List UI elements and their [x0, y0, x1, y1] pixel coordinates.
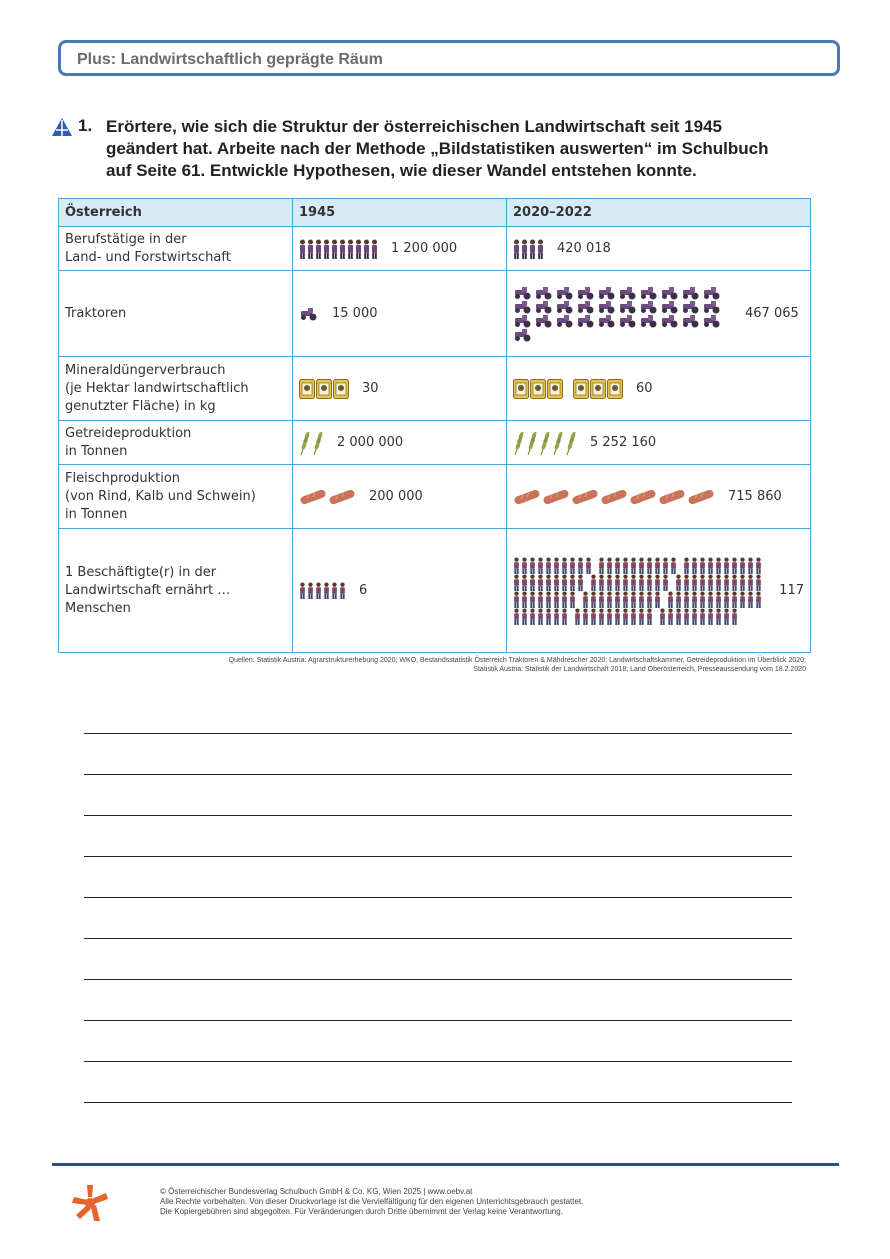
person-icon — [755, 591, 762, 608]
table-row — [59, 529, 811, 653]
tractor-icon — [597, 286, 617, 300]
fertilizer-bag-icon — [513, 379, 529, 399]
tractor-icon — [299, 307, 319, 321]
cell-2020 — [507, 465, 811, 529]
person-icon — [569, 557, 576, 574]
person-icon — [606, 591, 613, 608]
fertilizer-bag-icon — [607, 379, 623, 399]
person-icon — [691, 574, 698, 591]
person-icon — [598, 608, 605, 625]
writing-line[interactable] — [84, 1021, 792, 1062]
person-icon — [622, 557, 629, 574]
cell-2020 — [507, 227, 811, 271]
worker-icon — [371, 239, 378, 259]
person-icon — [622, 591, 629, 608]
statistics-table — [58, 198, 811, 653]
worker-icon — [347, 239, 354, 259]
person-icon — [683, 608, 690, 625]
person-icon — [606, 608, 613, 625]
cell-1945 — [293, 465, 507, 529]
person-icon — [723, 574, 730, 591]
tractor-icon — [702, 286, 722, 300]
pictogram-group — [299, 239, 379, 259]
person-icon — [569, 591, 576, 608]
task-line: Erörtere, wie sich die Struktur der österreichischen Landwirtschaft seit 1945 — [106, 117, 722, 136]
person-icon — [614, 591, 621, 608]
person-icon — [699, 557, 706, 574]
person-icon — [553, 591, 560, 608]
person-icon — [513, 557, 520, 574]
person-icon — [683, 574, 690, 591]
person-icon — [646, 591, 653, 608]
person-icon — [553, 574, 560, 591]
person-icon — [630, 608, 637, 625]
row-value: 1 200 000 — [391, 240, 458, 256]
row-value: 5 252 160 — [590, 434, 657, 450]
tractor-icon — [639, 286, 659, 300]
fertilizer-bag-icon — [333, 379, 349, 399]
writing-line[interactable] — [84, 857, 792, 898]
fertilizer-bag-icon — [573, 379, 589, 399]
row-value: 117 — [779, 582, 804, 598]
person-icon — [553, 608, 560, 625]
column-header: 2020–2022 — [507, 199, 811, 227]
cell-1945 — [293, 529, 507, 653]
worker-icon — [315, 239, 322, 259]
person-icon — [598, 591, 605, 608]
person-icon — [590, 608, 597, 625]
writing-line[interactable] — [84, 939, 792, 980]
pictogram-group — [513, 286, 733, 342]
person-icon — [577, 574, 584, 591]
pictogram-group — [513, 379, 624, 399]
row-label-line: Getreideproduktion — [65, 425, 192, 441]
person-icon — [529, 608, 536, 625]
person-icon — [747, 574, 754, 591]
person-icon — [707, 574, 714, 591]
row-label — [59, 529, 293, 653]
sausage-icon — [658, 490, 686, 504]
row-label-line: Menschen — [65, 600, 131, 616]
person-icon — [529, 574, 536, 591]
person-icon — [715, 574, 722, 591]
tractor-icon — [597, 314, 617, 328]
person-icon — [755, 557, 762, 574]
person-icon — [715, 591, 722, 608]
writing-line[interactable] — [84, 816, 792, 857]
table-row — [59, 227, 811, 271]
source-line: Statistik Austria: Statistik der Landwirtschaft 2018; Land Oberösterreich, Presseaussendung vom 18.2.2020 — [473, 666, 806, 673]
person-icon — [529, 591, 536, 608]
cell-2020 — [507, 271, 811, 357]
person-icon — [683, 591, 690, 608]
person-icon — [606, 574, 613, 591]
person-icon — [569, 574, 576, 591]
person-icon — [561, 574, 568, 591]
table-row — [59, 271, 811, 357]
sausage-icon — [687, 490, 715, 504]
row-label-line: in Tonnen — [65, 443, 128, 459]
person-icon — [513, 591, 520, 608]
person-icon — [521, 591, 528, 608]
fertilizer-bag-icon — [316, 379, 332, 399]
pictogram-group — [299, 379, 350, 399]
grain-icon — [539, 430, 551, 456]
row-value: 60 — [636, 380, 653, 396]
person-icon — [715, 557, 722, 574]
person-icon — [731, 608, 738, 625]
person-icon — [545, 557, 552, 574]
tractor-icon — [513, 300, 533, 314]
person-icon — [537, 557, 544, 574]
worker-icon — [323, 239, 330, 259]
pictogram-group — [299, 307, 320, 321]
person-icon — [339, 582, 346, 599]
person-icon — [662, 557, 669, 574]
row-label-line: Fleischproduktion — [65, 470, 181, 486]
tractor-icon — [618, 314, 638, 328]
row-value: 467 065 — [745, 305, 799, 321]
person-icon — [590, 591, 597, 608]
tractor-icon — [534, 314, 554, 328]
pictogram-group — [513, 557, 767, 625]
worker-icon — [529, 239, 536, 259]
person-icon — [638, 608, 645, 625]
grain-icon — [513, 430, 525, 456]
grain-icon — [312, 430, 324, 456]
worker-icon — [513, 239, 520, 259]
tractor-icon — [618, 286, 638, 300]
worker-icon — [521, 239, 528, 259]
footer-line: Die Kopiergebühren sind abgegolten. Für Veränderungen durch Dritte übernimmt der Verlag keine Verantwortung. — [160, 1207, 563, 1216]
person-icon — [747, 591, 754, 608]
person-icon — [638, 574, 645, 591]
person-icon — [739, 591, 746, 608]
person-icon — [707, 557, 714, 574]
person-icon — [667, 608, 674, 625]
tractor-icon — [576, 314, 596, 328]
tractor-icon — [513, 328, 533, 342]
fertilizer-bag-icon — [547, 379, 563, 399]
tractor-icon — [702, 314, 722, 328]
person-icon — [561, 608, 568, 625]
person-icon — [622, 608, 629, 625]
sausage-icon — [299, 490, 327, 504]
person-icon — [529, 557, 536, 574]
person-icon — [545, 591, 552, 608]
row-label-line: Mineraldüngerverbrauch — [65, 362, 226, 378]
pictogram-group — [513, 430, 578, 456]
source-note — [58, 656, 806, 674]
sausage-icon — [542, 490, 570, 504]
sausage-icon — [328, 490, 356, 504]
pictogram-group — [299, 490, 357, 504]
grain-icon — [299, 430, 311, 456]
writing-line[interactable] — [84, 980, 792, 1021]
person-icon — [521, 574, 528, 591]
task-line: geändert hat. Arbeite nach der Methode „Bildstatistiken auswerten“ im Schulbuch — [106, 139, 769, 158]
column-header: Österreich — [59, 199, 293, 227]
tractor-icon — [555, 300, 575, 314]
person-icon — [654, 574, 661, 591]
fertilizer-bag-icon — [590, 379, 606, 399]
row-label-line: in Tonnen — [65, 506, 128, 522]
person-icon — [323, 582, 330, 599]
person-icon — [654, 557, 661, 574]
person-icon — [513, 574, 520, 591]
person-icon — [646, 574, 653, 591]
row-value: 30 — [362, 380, 379, 396]
person-icon — [630, 557, 637, 574]
person-icon — [545, 574, 552, 591]
row-label-line: Land- und Forstwirtschaft — [65, 249, 231, 265]
person-icon — [577, 557, 584, 574]
row-label-line: Landwirtschaft ernährt … — [65, 582, 231, 598]
tractor-icon — [660, 300, 680, 314]
person-icon — [630, 591, 637, 608]
person-icon — [675, 591, 682, 608]
row-label — [59, 421, 293, 465]
worker-icon — [307, 239, 314, 259]
tractor-icon — [681, 300, 701, 314]
person-icon — [739, 557, 746, 574]
person-icon — [699, 574, 706, 591]
worker-icon — [299, 239, 306, 259]
table-header-row — [59, 199, 811, 227]
row-value: 6 — [359, 582, 368, 598]
person-icon — [755, 574, 762, 591]
tractor-icon — [639, 314, 659, 328]
person-icon — [723, 591, 730, 608]
source-line: Quellen: Statistik Austria: Agrarstrukturerhebung 2020; WKO, Bestandsstatistik Österreich Traktoren & Mähdrescher 2020; Landwirtschaftskammer, Getreideproduktion im Überblick 2020; — [228, 657, 806, 664]
pictogram-group — [513, 490, 716, 504]
column-header: 1945 — [293, 199, 507, 227]
person-icon — [537, 591, 544, 608]
person-icon — [723, 608, 730, 625]
cell-1945 — [293, 271, 507, 357]
worker-icon — [537, 239, 544, 259]
person-icon — [582, 591, 589, 608]
fertilizer-bag-icon — [299, 379, 315, 399]
person-icon — [585, 557, 592, 574]
grain-icon — [552, 430, 564, 456]
person-icon — [614, 557, 621, 574]
person-icon — [614, 608, 621, 625]
table-row — [59, 421, 811, 465]
tractor-icon — [576, 300, 596, 314]
row-value: 2 000 000 — [337, 434, 404, 450]
cell-2020 — [507, 421, 811, 465]
person-icon — [707, 591, 714, 608]
fertilizer-bag-icon — [530, 379, 546, 399]
person-icon — [590, 574, 597, 591]
person-icon — [699, 591, 706, 608]
tractor-icon — [513, 286, 533, 300]
worker-icon — [363, 239, 370, 259]
person-icon — [521, 557, 528, 574]
grain-icon — [565, 430, 577, 456]
writing-line[interactable] — [84, 898, 792, 939]
tractor-icon — [639, 300, 659, 314]
tractor-icon — [681, 286, 701, 300]
row-value: 420 018 — [557, 240, 611, 256]
row-label-line: genutzter Fläche) in kg — [65, 398, 216, 414]
person-icon — [675, 574, 682, 591]
person-icon — [537, 608, 544, 625]
person-icon — [675, 608, 682, 625]
person-icon — [667, 591, 674, 608]
row-label — [59, 227, 293, 271]
row-value: 15 000 — [332, 305, 378, 321]
person-icon — [731, 557, 738, 574]
person-icon — [707, 608, 714, 625]
person-icon — [691, 608, 698, 625]
row-label-line: (je Hektar landwirtschaftlich — [65, 380, 249, 396]
person-icon — [561, 557, 568, 574]
pictogram-group — [299, 430, 325, 456]
person-icon — [553, 557, 560, 574]
person-icon — [654, 591, 661, 608]
row-value: 715 860 — [728, 488, 782, 504]
row-value: 200 000 — [369, 488, 423, 504]
person-icon — [307, 582, 314, 599]
worker-icon — [355, 239, 362, 259]
page-title: Plus: Landwirtschaftlich geprägte Räum — [77, 51, 383, 68]
pictogram-group — [513, 239, 545, 259]
person-icon — [723, 557, 730, 574]
person-icon — [513, 608, 520, 625]
person-icon — [670, 557, 677, 574]
writing-line[interactable] — [84, 1062, 792, 1103]
person-icon — [747, 557, 754, 574]
person-icon — [331, 582, 338, 599]
cell-1945 — [293, 227, 507, 271]
person-icon — [598, 574, 605, 591]
tractor-icon — [555, 314, 575, 328]
tractor-icon — [534, 300, 554, 314]
person-icon — [315, 582, 322, 599]
row-label — [59, 357, 293, 421]
person-icon — [739, 574, 746, 591]
footer-rule — [52, 1163, 839, 1166]
grain-icon — [526, 430, 538, 456]
cell-1945 — [293, 421, 507, 465]
worker-icon — [331, 239, 338, 259]
row-label-line: (von Rind, Kalb und Schwein) — [65, 488, 256, 504]
sausage-icon — [571, 490, 599, 504]
tractor-icon — [555, 286, 575, 300]
cell-1945 — [293, 357, 507, 421]
footer-copyright — [160, 1187, 583, 1217]
sausage-icon — [629, 490, 657, 504]
person-icon — [299, 582, 306, 599]
person-icon — [638, 557, 645, 574]
task-text — [106, 116, 826, 182]
person-icon — [731, 591, 738, 608]
person-icon — [545, 608, 552, 625]
cell-2020 — [507, 529, 811, 653]
person-icon — [731, 574, 738, 591]
person-icon — [662, 574, 669, 591]
writing-line[interactable] — [84, 775, 792, 816]
person-icon — [646, 557, 653, 574]
tractor-icon — [681, 314, 701, 328]
person-icon — [598, 557, 605, 574]
person-icon — [691, 591, 698, 608]
person-icon — [683, 557, 690, 574]
person-icon — [606, 557, 613, 574]
tractor-icon — [597, 300, 617, 314]
row-label — [59, 271, 293, 357]
person-icon — [582, 608, 589, 625]
writing-line[interactable] — [84, 734, 792, 775]
table-row — [59, 357, 811, 421]
tractor-icon — [534, 286, 554, 300]
person-icon — [646, 608, 653, 625]
footer-line: © Österreichischer Bundesverlag Schulbuch GmbH & Co. KG, Wien 2025 | www.oebv.at — [160, 1187, 473, 1196]
row-label-line: Berufstätige in der — [65, 231, 187, 247]
task-line: auf Seite 61. Entwickle Hypothesen, wie dieser Wandel entstehen konnte. — [106, 161, 697, 180]
person-icon — [699, 608, 706, 625]
tractor-icon — [513, 314, 533, 328]
tractor-icon — [660, 286, 680, 300]
tractor-icon — [660, 314, 680, 328]
person-icon — [715, 608, 722, 625]
person-icon — [659, 608, 666, 625]
row-label — [59, 465, 293, 529]
worker-icon — [339, 239, 346, 259]
header-box — [58, 40, 840, 76]
person-icon — [537, 574, 544, 591]
person-icon — [622, 574, 629, 591]
sausage-icon — [513, 490, 541, 504]
tractor-icon — [702, 300, 722, 314]
task-number: 1. — [78, 116, 93, 135]
table-row — [59, 465, 811, 529]
cell-2020 — [507, 357, 811, 421]
pictogram-group — [299, 582, 347, 599]
publisher-logo-icon — [70, 1183, 110, 1223]
person-icon — [574, 608, 581, 625]
tractor-icon — [576, 286, 596, 300]
person-icon — [691, 557, 698, 574]
person-icon — [614, 574, 621, 591]
row-label-line: 1 Beschäftigte(r) in der — [65, 564, 217, 580]
footer-line: Alle Rechte vorbehalten. Von dieser Druckvorlage ist die Vervielfältigung für den eigenen Unterrichtsgebrauch gestattet. — [160, 1197, 584, 1206]
row-label-line: Traktoren — [65, 305, 127, 321]
sausage-icon — [600, 490, 628, 504]
person-icon — [561, 591, 568, 608]
writing-lines[interactable] — [84, 733, 792, 1103]
difficulty-triangle-icon — [52, 118, 72, 136]
tractor-icon — [618, 300, 638, 314]
person-icon — [638, 591, 645, 608]
person-icon — [521, 608, 528, 625]
person-icon — [630, 574, 637, 591]
